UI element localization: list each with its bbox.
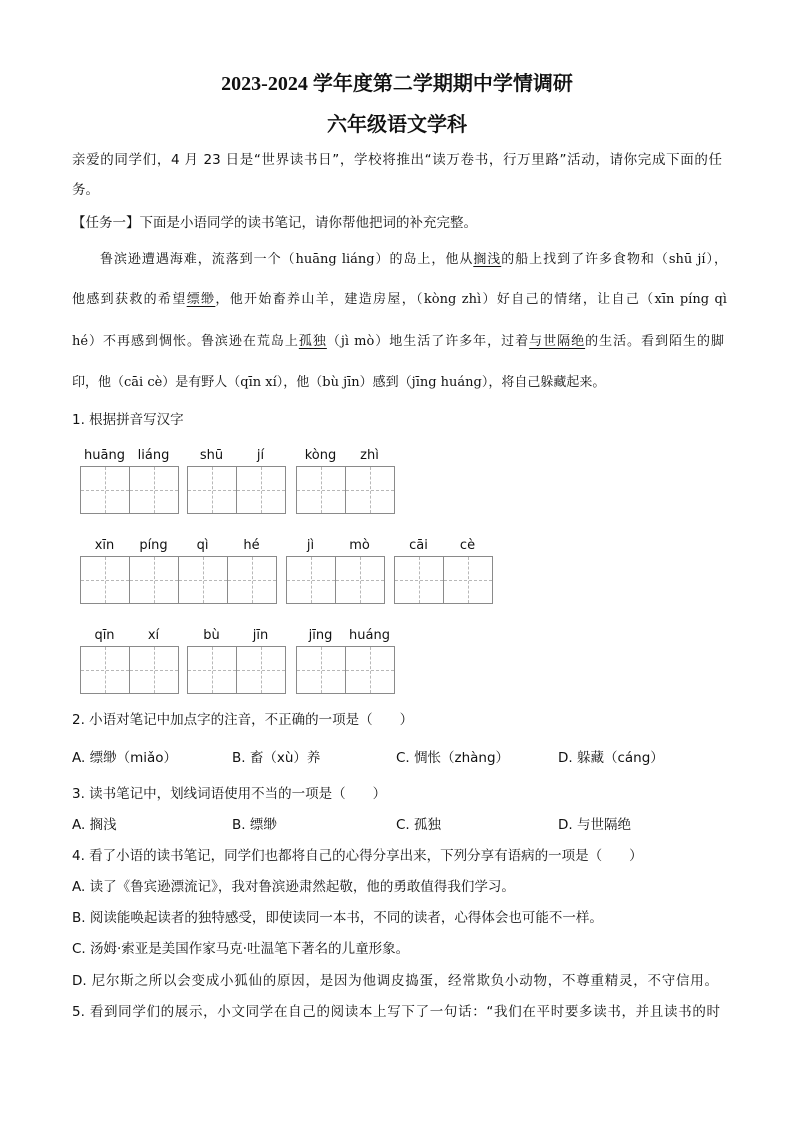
pinyin-group: [187, 446, 286, 514]
intro-line: 务。: [72, 182, 99, 198]
passage-text: 的船上找到了许多食物和（shū jí），: [501, 252, 727, 267]
passage-text: （jì mò）地生活了许多年，过着: [326, 334, 530, 349]
writing-box: [129, 557, 178, 603]
passage-line: [72, 373, 605, 393]
question-5-stem: 5. 看到同学们的展示，小文同学在自己的阅读本上写下了一句话：“我们在平时要多读书，并且读书的时: [72, 1004, 720, 1020]
task1-heading: 【任务一】下面是小语同学的读书笔记，请你帮他把词的补充完整。: [72, 215, 477, 231]
question-3-option-c: C. 孤独: [396, 817, 442, 833]
pinyin-group: [296, 446, 395, 514]
passage-text: 他感到获救的希望: [72, 292, 187, 307]
pinyin-label: cè: [459, 538, 476, 553]
underlined-word: 搁浅: [473, 252, 502, 267]
question-2-stem: 2. 小语对笔记中加点字的注音，不正确的一项是（ ）: [72, 712, 414, 728]
pinyin-group: [296, 626, 395, 694]
writing-box: [81, 467, 129, 513]
passage-text: 的生活。看到陌生的脚: [585, 334, 724, 349]
writing-box: [443, 557, 492, 603]
exam-subtitle: 六年级语文学科: [327, 114, 467, 136]
pinyin-label: hé: [243, 538, 260, 553]
question-2-option-c: C. 惆怅（zhàng）: [396, 750, 510, 766]
passage-line: [72, 290, 727, 310]
pinyin-label: xí: [147, 628, 160, 643]
question-2-option-b: B. 畜（xù）养: [232, 750, 321, 766]
writing-box: [236, 467, 285, 513]
question-2-option-a: A. 缥缈（miǎo）: [72, 750, 178, 766]
pinyin-label: píng: [139, 538, 168, 553]
pinyin-label: bù: [203, 628, 220, 643]
underlined-word: 与世隔绝: [529, 334, 586, 349]
exam-title: 2023-2024 学年度第二学期期中学情调研: [221, 73, 573, 95]
passage-text: ，他开始畜养山羊，建造房屋，（kòng zhì）好自己的情绪，让自己（xīn píng qì: [215, 292, 727, 307]
pinyin-label: zhì: [360, 448, 379, 463]
underlined-word: 缥缈: [186, 292, 216, 307]
writing-box: [81, 647, 129, 693]
passage-line: [100, 250, 727, 270]
pinyin-label: mò: [349, 538, 370, 553]
writing-box: [188, 467, 236, 513]
pinyin-label: huáng: [349, 628, 390, 643]
question-3-stem: 3. 读书笔记中，划线词语使用不当的一项是（ ）: [72, 786, 387, 802]
question-4-option-d: D. 尼尔斯之所以会变成小狐仙的原因，是因为他调皮捣蛋，经常欺负小动物，不尊重精灵，不守信用。: [72, 973, 718, 989]
writing-box: [335, 557, 384, 603]
intro-line: 亲爱的同学们，4 月 23 日是“世界读书日”，学校将推出“读万卷书，行万里路”活动，请你完成下面的任: [72, 152, 722, 168]
pinyin-label: liáng: [137, 448, 170, 463]
pinyin-label: jīng: [308, 628, 333, 643]
writing-box: [287, 557, 335, 603]
pinyin-group: [394, 536, 493, 604]
writing-box: [395, 557, 443, 603]
pinyin-label: jì: [306, 538, 315, 553]
question-4-option-a: A. 读了《鲁宾逊漂流记》，我对鲁滨逊肃然起敬，他的勇敢值得我们学习。: [72, 879, 515, 895]
writing-box: [345, 647, 394, 693]
question-4-stem: 4. 看了小语的读书笔记，同学们也都将自己的心得分享出来，下列分享有语病的一项是（ ）: [72, 848, 643, 864]
pinyin-group: [286, 536, 385, 604]
question-1-stem: 1. 根据拼音写汉字: [72, 412, 184, 428]
pinyin-label: jí: [256, 448, 265, 463]
pinyin-label: huāng: [84, 448, 125, 463]
question-2-option-d: D. 躲藏（cáng）: [558, 750, 664, 766]
writing-box: [81, 557, 129, 603]
pinyin-label: qīn: [94, 628, 115, 643]
question-3-option-b: B. 缥缈: [232, 817, 277, 833]
passage-text: 印，他（cāi cè）是有野人（qīn xí），他（bù jīn）感到（jīng huáng），将自己躲藏起来。: [72, 375, 606, 390]
writing-box: [297, 647, 345, 693]
question-3-option-d: D. 与世隔绝: [558, 817, 631, 833]
pinyin-group: [80, 626, 179, 694]
pinyin-label: qì: [196, 538, 209, 553]
underlined-word: 孤独: [298, 334, 327, 349]
question-4-option-b: B. 阅读能唤起读者的独特感受，即使读同一本书，不同的读者，心得体会也可能不一样。: [72, 910, 603, 926]
pinyin-group: [187, 626, 286, 694]
pinyin-label: cāi: [409, 538, 428, 553]
pinyin-label: kòng: [304, 448, 337, 463]
pinyin-label: xīn: [94, 538, 115, 553]
writing-box: [345, 467, 394, 513]
writing-box: [178, 557, 227, 603]
writing-box: [129, 647, 178, 693]
writing-box: [236, 647, 285, 693]
pinyin-group: [80, 536, 277, 604]
writing-box: [227, 557, 276, 603]
pinyin-label: shū: [199, 448, 224, 463]
question-3-option-a: A. 搁浅: [72, 817, 117, 833]
question-4-option-c: C. 汤姆·索亚是美国作家马克·吐温笔下著名的儿童形象。: [72, 941, 410, 957]
passage-text: 鲁滨逊遭遇海难，流落到一个（huāng liáng）的岛上，他从: [100, 252, 474, 267]
writing-box: [297, 467, 345, 513]
writing-box: [188, 647, 236, 693]
writing-box: [129, 467, 178, 513]
passage-text: hé）不再感到惆怅。鲁滨逊在荒岛上: [72, 334, 299, 349]
pinyin-group: [80, 446, 179, 514]
pinyin-label: jīn: [252, 628, 269, 643]
passage-line: [72, 332, 724, 352]
